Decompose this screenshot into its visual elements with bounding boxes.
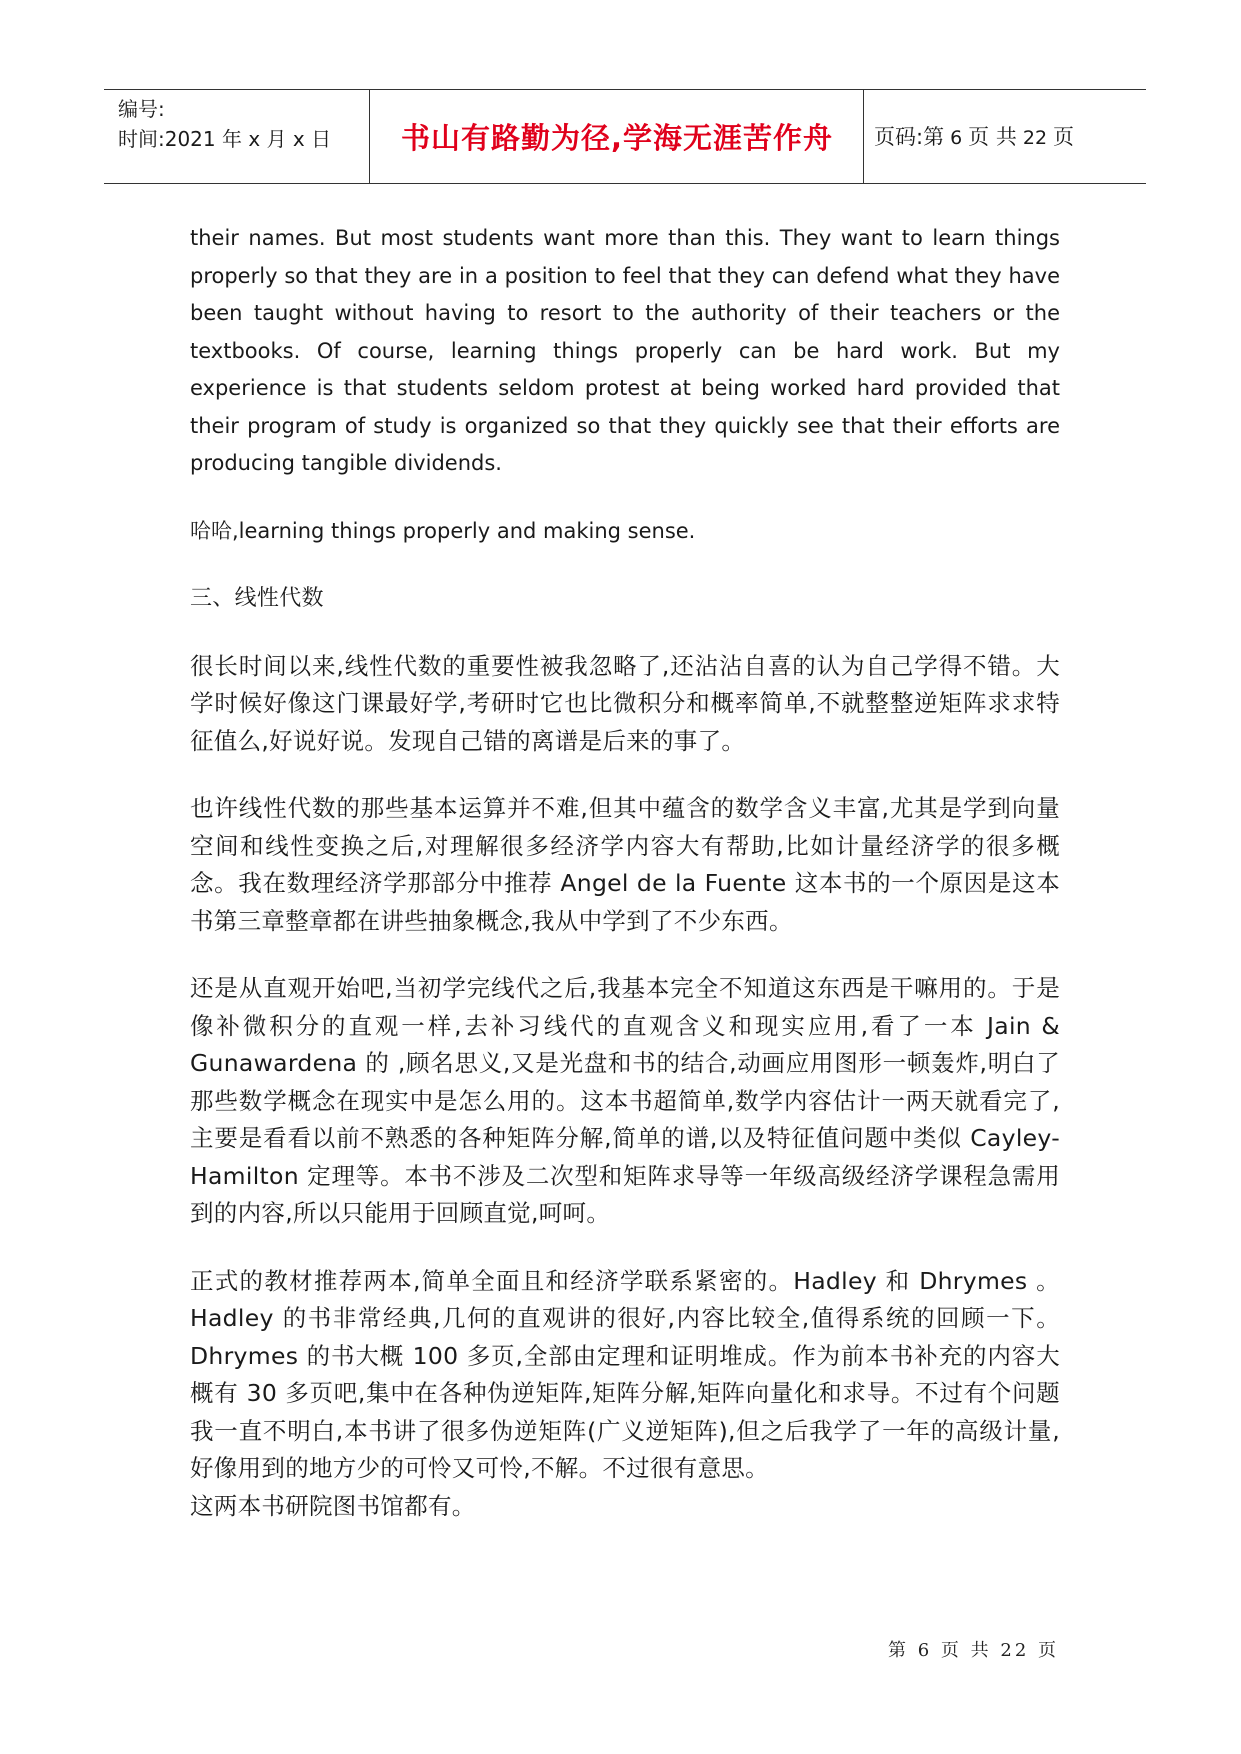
page-code-middle: 页 共 <box>968 125 1017 149</box>
document-body <box>190 220 1060 1525</box>
document-number-label: 编号: <box>118 97 165 121</box>
header-divider-left <box>369 90 370 183</box>
header-divider-right <box>863 90 864 183</box>
section-heading-linear-algebra: 三、线性代数 <box>190 586 324 611</box>
paragraph-linear-algebra-meaning: 也许线性代数的那些基本运算并不难,但其中蕴含的数学含义丰富,尤其是学到向量空间和线性变换之后,对理解很多经济学内容大有帮助,比如计量经济学的很多概念。我在数理经济学那部分中推荐 Angel de la Fuente 这本书的一个原因是这本书第三章整章都在讲些抽象概念,我从中学到了不少东西。 <box>190 794 1060 935</box>
header-motto: 书山有路勤为径,学海无涯苦作舟 <box>400 121 834 155</box>
page-code-current: 6 <box>950 127 963 149</box>
document-time-label: 时间:2021 年 x 月 x 日 <box>118 127 332 151</box>
header-meta <box>118 94 368 154</box>
paragraph-students-learning: their names. But most students want more than this. They want to learn things properly so that they are in a position to feel that they can defend what they have been taught without having to resort to the authority of their teachers or the textbooks. Of course, learning things properly can be hard work. But my experience is that students seldom protest at being worked hard provided that their program of study is organized so that they quickly see that their efforts are producing tangible dividends. <box>190 226 1060 475</box>
page-header <box>104 89 1146 184</box>
paragraph-library-note: 这两本书研院图书馆都有。 <box>190 1491 476 1520</box>
header-page-code <box>874 121 1074 151</box>
paragraph-intuition-book: 还是从直观开始吧,当初学完线代之后,我基本完全不知道这东西是干嘛用的。于是像补微积分的直观一样,去补习线代的直观含义和现实应用,看了一本 Jain & Gunawardena 的 ,顾名思义,又是光盘和书的结合,动画应用图形一顿轰炸,明白了那些数学概念在现实中是怎么用的。这本书超简单,数学内容估计一两天就看完了,主要是看看以前不熟悉的各种矩阵分解,简单的谱,以及特征值问题中类似 Cayley-Hamilton 定理等。本书不涉及二次型和矩阵求导等一年级高级经济学课程急需用到的内容,所以只能用于回顾直觉,呵呵。 <box>190 974 1060 1227</box>
paragraph-textbook-recommendations: 正式的教材推荐两本,简单全面且和经济学联系紧密的。Hadley 和 Dhrymes 。Hadley 的书非常经典,几何的直观讲的很好,内容比较全,值得系统的回顾一下。Dhrymes 的书大概 100 多页,全部由定理和证明堆成。作为前本书补充的内容大概有 30 多页吧,集中在各种伪逆矩阵,矩阵分解,矩阵向量化和求导。不过有个问题我一直不明白,本书讲了很多伪逆矩阵(广义逆矩阵),但之后我学了一年的高级计量,好像用到的地方少的可怜又可怜,不解。不过很有意思。 <box>190 1266 1060 1482</box>
paragraph-haha-remark: 哈哈,learning things properly and making sense. <box>190 518 696 543</box>
paragraph-linear-algebra-importance: 很长时间以来,线性代数的重要性被我忽略了,还沾沾自喜的认为自己学得不错。大学时候好像这门课最好学,考研时它也比微积分和概率简单,不就整整逆矩阵求求特征值么,好说好说。发现自己错的离谱是后来的事了。 <box>190 651 1060 755</box>
page-code-prefix: 页码:第 <box>874 125 945 149</box>
page-code-total: 22 <box>1022 127 1048 149</box>
page-footer: 第 6 页 共 22 页 <box>888 1640 1059 1661</box>
page-code-suffix: 页 <box>1053 125 1075 149</box>
